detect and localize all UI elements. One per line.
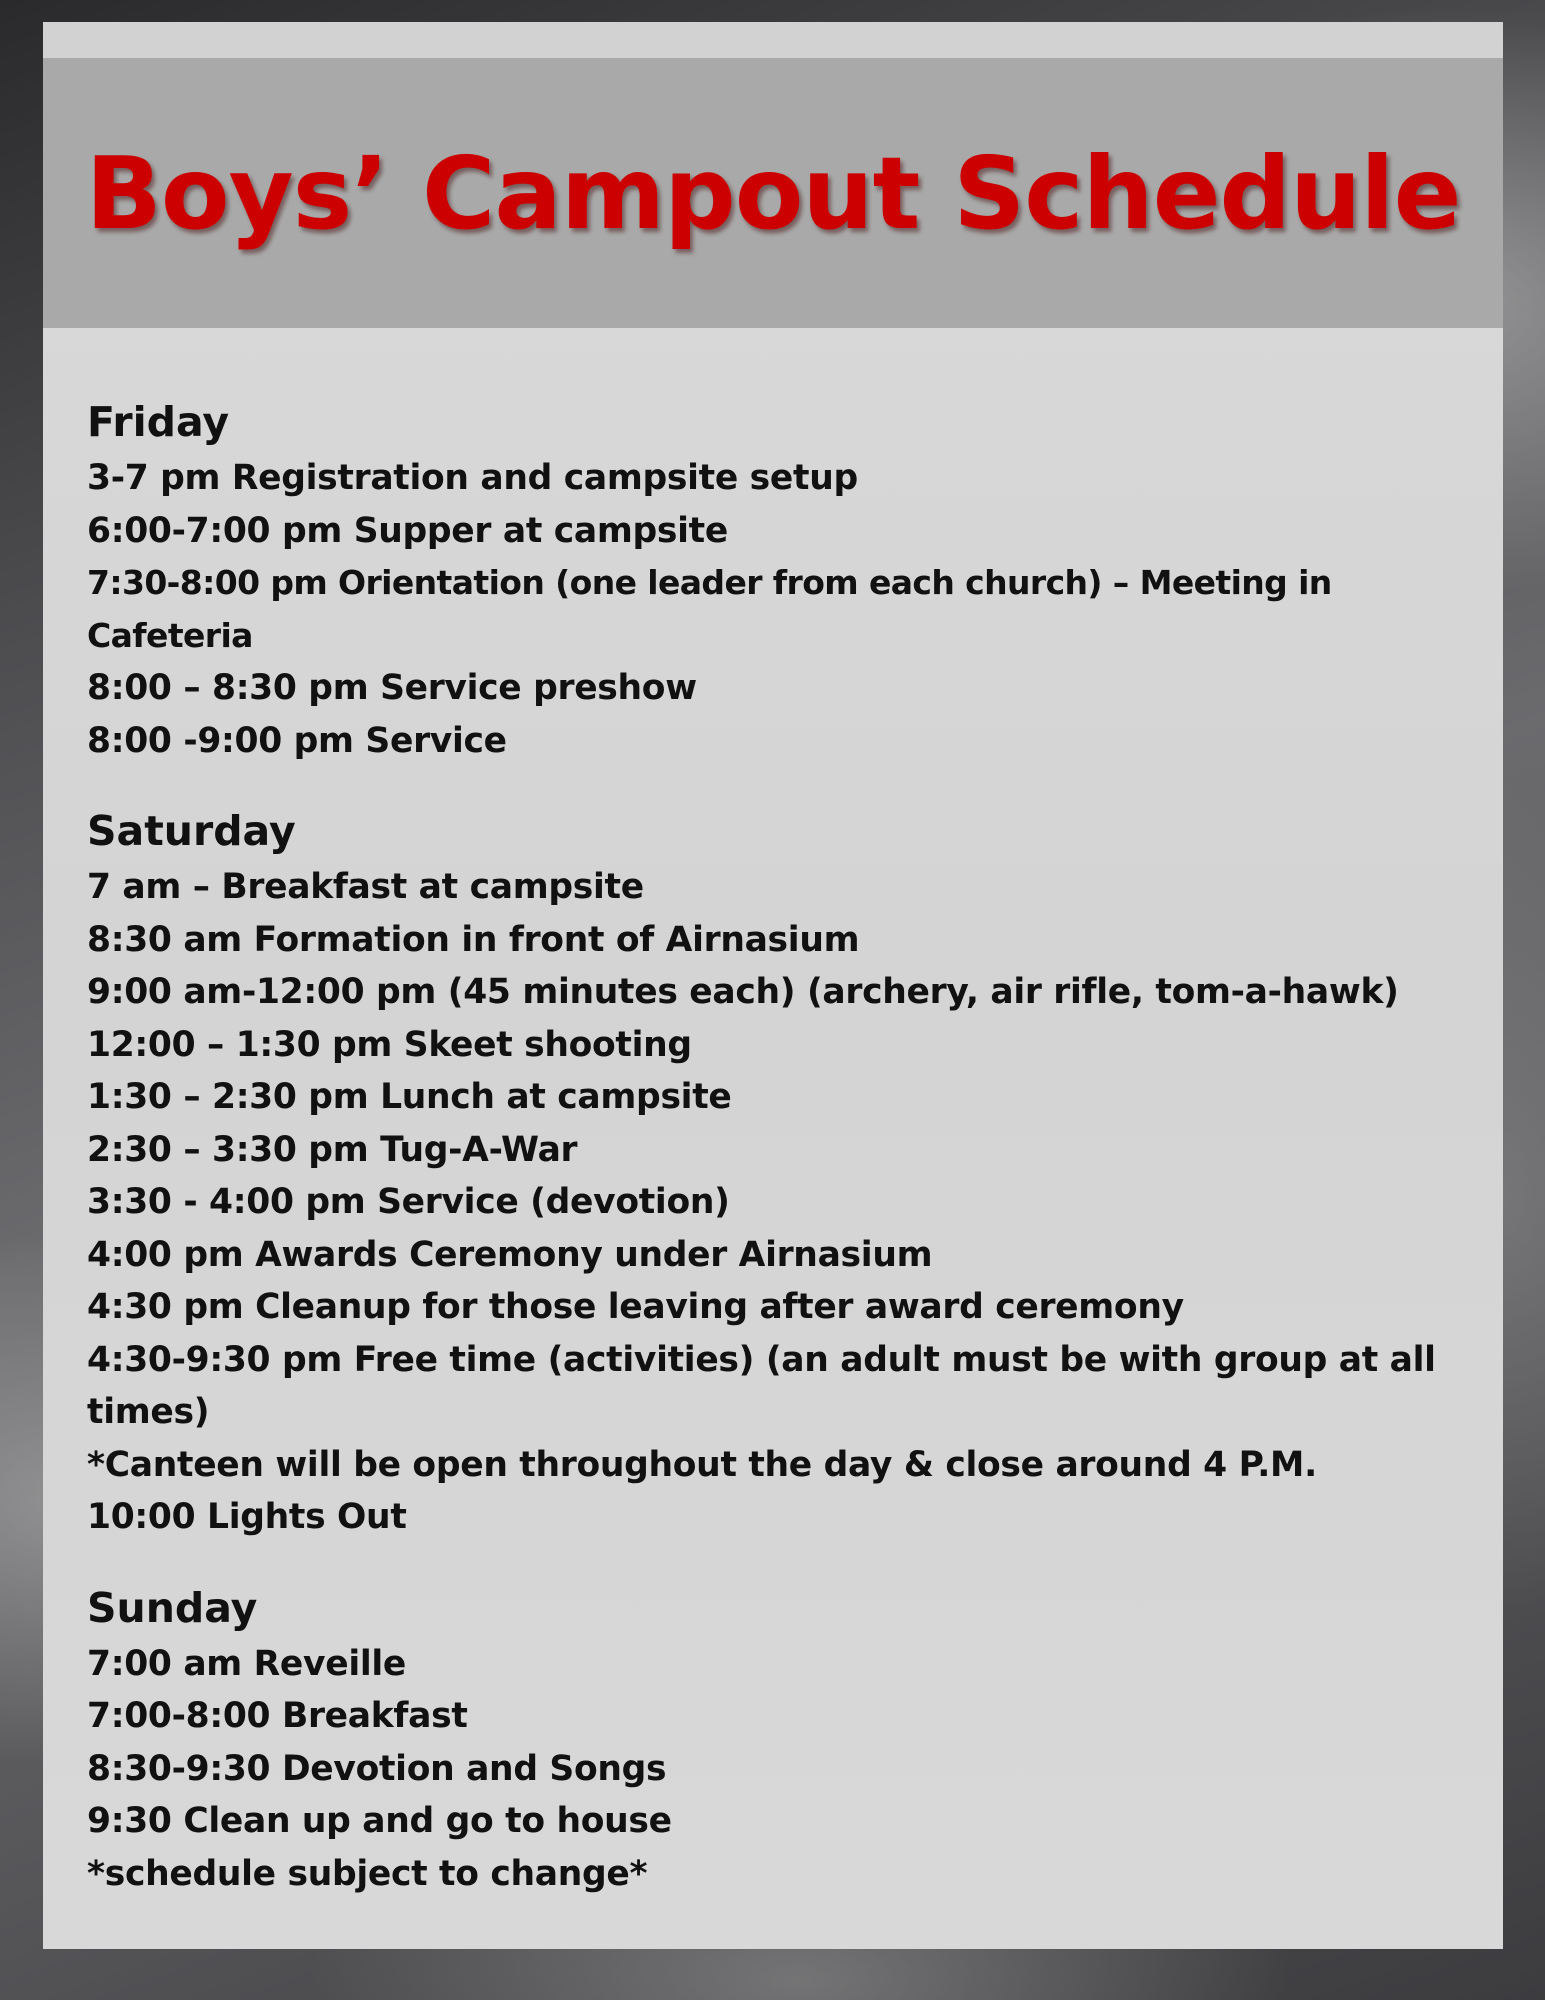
schedule-item: 7:00-8:00 Breakfast [87, 1696, 468, 1736]
schedule-item: 8:30 am Formation in front of Airnasium [87, 919, 860, 960]
schedule-item: 10:00 Lights Out [87, 1497, 407, 1537]
schedule-item: 3:30 - 4:00 pm Service (devotion) [87, 1182, 730, 1222]
schedule-item: 6:00-7:00 pm Supper at campsite [87, 510, 728, 551]
schedule-sheet [43, 22, 1503, 1949]
schedule-item: 7 am – Breakfast at campsite [87, 867, 644, 907]
header-band [43, 58, 1503, 328]
schedule-item: *Canteen will be open throughout the day & close around 4 P.M. [87, 1444, 1317, 1485]
section-sunday [87, 1578, 1487, 1901]
schedule-item: 4:30 pm Cleanup for those leaving after award ceremony [87, 1287, 1184, 1327]
schedule-item: 9:30 Clean up and go to house [87, 1801, 672, 1841]
schedule-item: 3-7 pm Registration and campsite setup [87, 458, 858, 498]
section-saturday [87, 801, 1487, 1544]
schedule-item: 8:00 – 8:30 pm Service preshow [87, 668, 697, 708]
schedule-item: 7:30-8:00 pm Orientation (one leader from each church) – Meeting in Cafeteria [87, 563, 1332, 655]
page-title: Boys’ Campout Schedule [85, 134, 1461, 252]
schedule-item: 12:00 – 1:30 pm Skeet shooting [87, 1024, 692, 1065]
schedule-item: *schedule subject to change* [87, 1853, 648, 1894]
day-heading-sunday: Sunday [87, 1583, 258, 1632]
schedule-item: 4:30-9:30 pm Free time (activities) (an adult must be with group at all [87, 1339, 1436, 1380]
schedule-item: 8:30-9:30 Devotion and Songs [87, 1748, 667, 1789]
day-heading-saturday: Saturday [87, 807, 296, 855]
schedule-item: 9:00 am-12:00 pm (45 minutes each) (archery, air rifle, tom-a-hawk) [87, 972, 1399, 1012]
schedule-item: 8:00 -9:00 pm Service [87, 720, 507, 761]
schedule-content [87, 392, 1487, 1934]
schedule-item: 2:30 – 3:30 pm Tug-A-War [87, 1129, 578, 1170]
section-friday [87, 392, 1487, 767]
top-strip [43, 22, 1503, 58]
schedule-item: times) [87, 1392, 210, 1432]
schedule-item: 4:00 pm Awards Ceremony under Airnasium [87, 1234, 933, 1275]
schedule-item: 1:30 – 2:30 pm Lunch at campsite [87, 1077, 732, 1117]
schedule-item: 7:00 am Reveille [87, 1643, 406, 1684]
day-heading-friday: Friday [87, 398, 230, 446]
